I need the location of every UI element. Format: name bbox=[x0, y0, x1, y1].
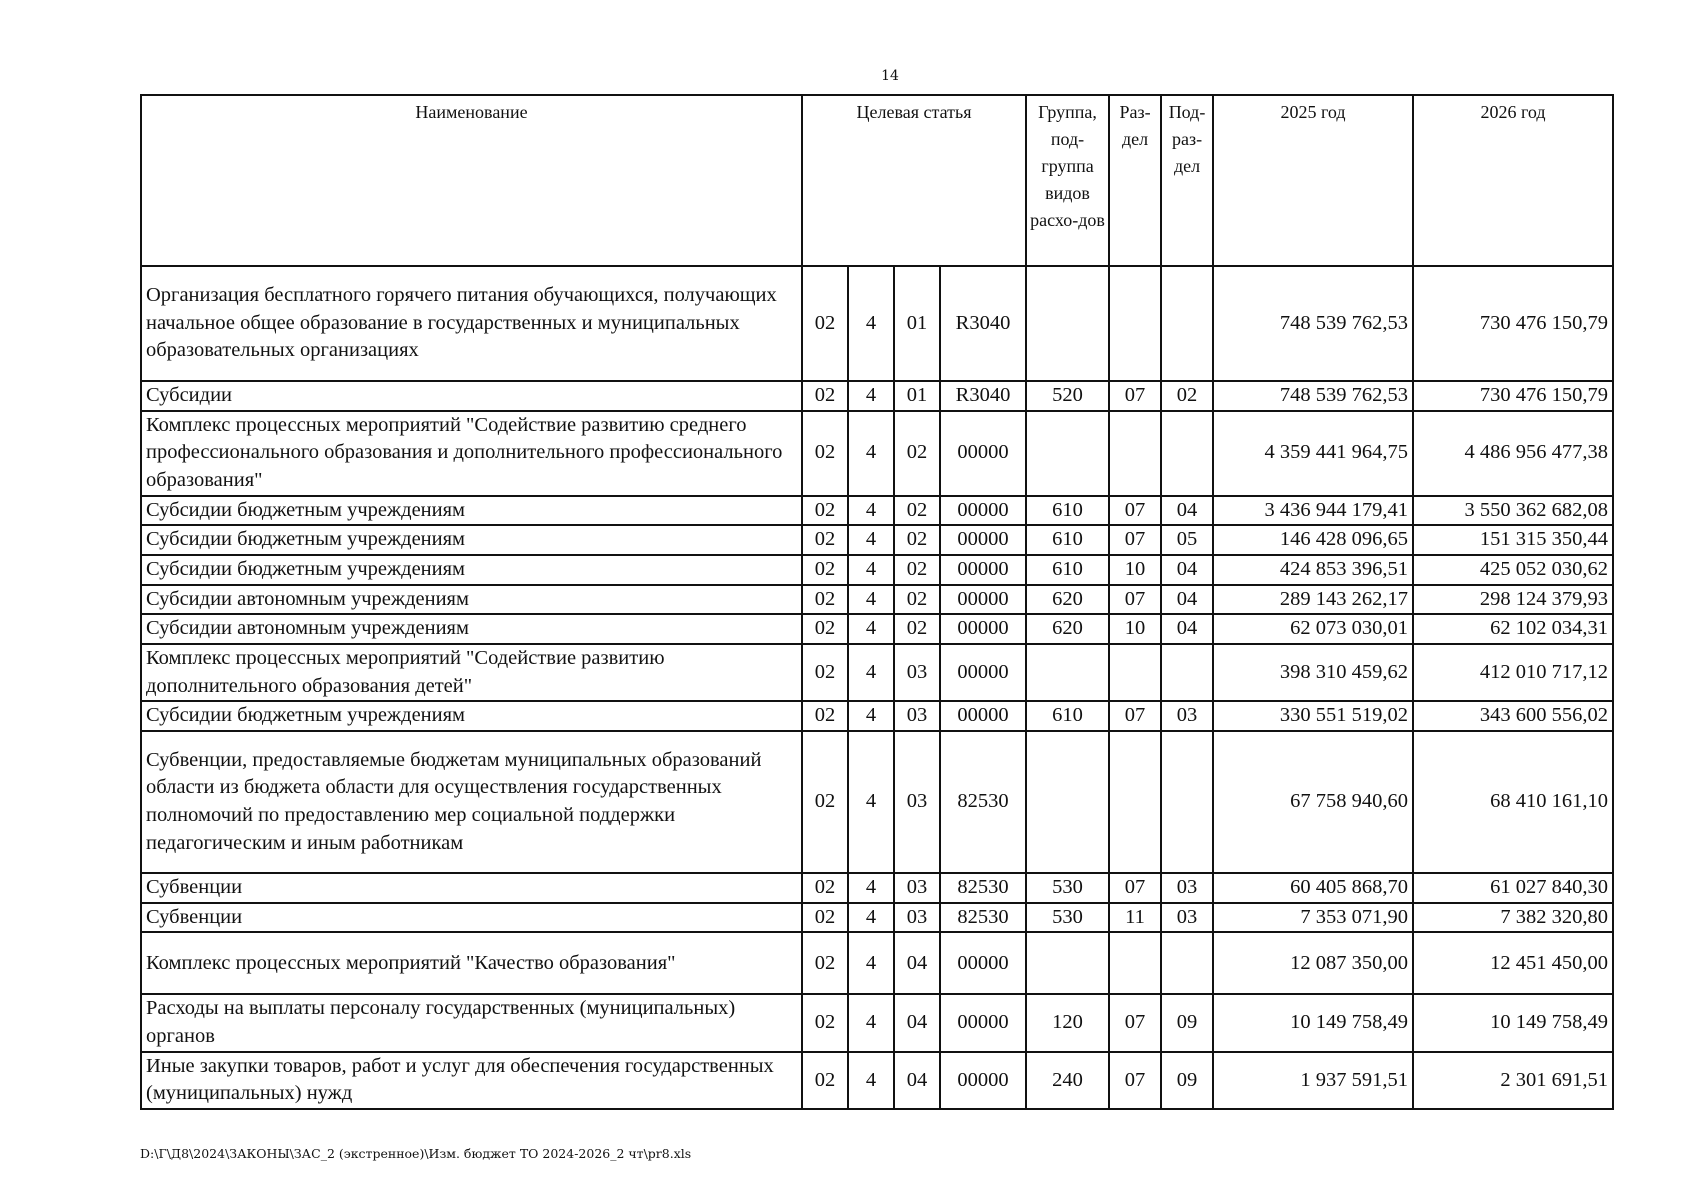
amount-2025: 1 937 591,51 bbox=[1213, 1052, 1413, 1109]
subsection-code bbox=[1161, 266, 1213, 381]
expense-group: 120 bbox=[1026, 994, 1109, 1051]
target-activity: 02 bbox=[894, 525, 940, 555]
file-path-footer: D:\Г\Д8\2024\ЗАКОНЫ\ЗАС_2 (экстренное)\Изм. бюджет ТО 2024-2026_2 чт\pr8.xls bbox=[140, 1146, 692, 1161]
row-name: Субсидии автономным учреждениям bbox=[141, 614, 802, 644]
subsection-code: 09 bbox=[1161, 994, 1213, 1051]
amount-2025: 60 405 868,70 bbox=[1213, 873, 1413, 903]
table-row bbox=[141, 525, 1613, 555]
section-code: 07 bbox=[1109, 1052, 1161, 1109]
target-program: 02 bbox=[802, 525, 848, 555]
section-code bbox=[1109, 266, 1161, 381]
header-name: Наименование bbox=[141, 95, 802, 266]
subsection-code bbox=[1161, 411, 1213, 496]
row-name: Субвенции bbox=[141, 873, 802, 903]
amount-2026: 425 052 030,62 bbox=[1413, 555, 1613, 585]
amount-2025: 10 149 758,49 bbox=[1213, 994, 1413, 1051]
subsection-code: 04 bbox=[1161, 496, 1213, 526]
target-code: 82530 bbox=[940, 731, 1026, 873]
row-name: Субсидии бюджетным учреждениям bbox=[141, 525, 802, 555]
target-program: 02 bbox=[802, 903, 848, 933]
target-subprogram: 4 bbox=[848, 903, 894, 933]
table-row bbox=[141, 1052, 1613, 1109]
target-program: 02 bbox=[802, 381, 848, 411]
expense-group bbox=[1026, 411, 1109, 496]
subsection-code: 04 bbox=[1161, 585, 1213, 615]
expense-group: 610 bbox=[1026, 525, 1109, 555]
target-program: 02 bbox=[802, 614, 848, 644]
subsection-code: 09 bbox=[1161, 1052, 1213, 1109]
section-code: 07 bbox=[1109, 525, 1161, 555]
section-code: 10 bbox=[1109, 555, 1161, 585]
target-activity: 04 bbox=[894, 1052, 940, 1109]
target-subprogram: 4 bbox=[848, 525, 894, 555]
target-subprogram: 4 bbox=[848, 555, 894, 585]
table-row bbox=[141, 266, 1613, 381]
table-row bbox=[141, 614, 1613, 644]
expense-group bbox=[1026, 731, 1109, 873]
expense-group: 530 bbox=[1026, 903, 1109, 933]
target-subprogram: 4 bbox=[848, 731, 894, 873]
target-subprogram: 4 bbox=[848, 873, 894, 903]
row-name: Субсидии бюджетным учреждениям bbox=[141, 496, 802, 526]
row-name: Организация бесплатного горячего питания обучающихся, получающих начальное общее образование в государственных и муниципальных образовательных организациях bbox=[141, 266, 802, 381]
target-activity: 03 bbox=[894, 873, 940, 903]
expense-group bbox=[1026, 932, 1109, 994]
amount-2026: 412 010 717,12 bbox=[1413, 644, 1613, 701]
target-code: 00000 bbox=[940, 701, 1026, 731]
header-group: Группа, под-группа видов расхо-дов bbox=[1026, 95, 1109, 266]
subsection-code: 05 bbox=[1161, 525, 1213, 555]
section-code bbox=[1109, 411, 1161, 496]
target-activity: 03 bbox=[894, 644, 940, 701]
row-name: Иные закупки товаров, работ и услуг для обеспечения государственных (муниципальных) нужд bbox=[141, 1052, 802, 1109]
target-program: 02 bbox=[802, 266, 848, 381]
expense-group: 620 bbox=[1026, 614, 1109, 644]
target-activity: 02 bbox=[894, 585, 940, 615]
table-row bbox=[141, 555, 1613, 585]
target-subprogram: 4 bbox=[848, 266, 894, 381]
target-activity: 03 bbox=[894, 731, 940, 873]
amount-2026: 343 600 556,02 bbox=[1413, 701, 1613, 731]
amount-2025: 748 539 762,53 bbox=[1213, 381, 1413, 411]
amount-2026: 3 550 362 682,08 bbox=[1413, 496, 1613, 526]
expense-group: 610 bbox=[1026, 701, 1109, 731]
header-target: Целевая статья bbox=[802, 95, 1026, 266]
subsection-code: 04 bbox=[1161, 555, 1213, 585]
amount-2026: 10 149 758,49 bbox=[1413, 994, 1613, 1051]
amount-2025: 330 551 519,02 bbox=[1213, 701, 1413, 731]
amount-2025: 398 310 459,62 bbox=[1213, 644, 1413, 701]
target-code: 00000 bbox=[940, 932, 1026, 994]
target-program: 02 bbox=[802, 932, 848, 994]
expense-group: 610 bbox=[1026, 496, 1109, 526]
table-header-row bbox=[141, 95, 1613, 266]
amount-2026: 730 476 150,79 bbox=[1413, 381, 1613, 411]
amount-2026: 12 451 450,00 bbox=[1413, 932, 1613, 994]
page-number: 14 bbox=[881, 68, 899, 84]
target-code: 00000 bbox=[940, 644, 1026, 701]
target-code: 82530 bbox=[940, 873, 1026, 903]
table-body bbox=[141, 266, 1613, 1109]
subsection-code: 03 bbox=[1161, 873, 1213, 903]
table-row bbox=[141, 701, 1613, 731]
row-name: Комплекс процессных мероприятий "Содействие развитию среднего профессионального образования и дополнительного профессионального образования" bbox=[141, 411, 802, 496]
expense-group: 240 bbox=[1026, 1052, 1109, 1109]
subsection-code: 02 bbox=[1161, 381, 1213, 411]
amount-2025: 289 143 262,17 bbox=[1213, 585, 1413, 615]
section-code: 07 bbox=[1109, 585, 1161, 615]
subsection-code bbox=[1161, 644, 1213, 701]
target-activity: 03 bbox=[894, 903, 940, 933]
amount-2026: 68 410 161,10 bbox=[1413, 731, 1613, 873]
table-row bbox=[141, 496, 1613, 526]
section-code: 10 bbox=[1109, 614, 1161, 644]
row-name: Субвенции, предоставляемые бюджетам муниципальных образований области из бюджета области для осуществления государственных полномочий по предоставлению мер социальной поддержки педагогическим и иным работникам bbox=[141, 731, 802, 873]
target-activity: 02 bbox=[894, 496, 940, 526]
amount-2025: 62 073 030,01 bbox=[1213, 614, 1413, 644]
target-subprogram: 4 bbox=[848, 585, 894, 615]
target-activity: 01 bbox=[894, 266, 940, 381]
target-program: 02 bbox=[802, 496, 848, 526]
section-code: 11 bbox=[1109, 903, 1161, 933]
target-program: 02 bbox=[802, 1052, 848, 1109]
target-activity: 01 bbox=[894, 381, 940, 411]
section-code bbox=[1109, 731, 1161, 873]
row-name: Комплекс процессных мероприятий "Содействие развитию дополнительного образования детей" bbox=[141, 644, 802, 701]
table-row bbox=[141, 932, 1613, 994]
subsection-code: 03 bbox=[1161, 701, 1213, 731]
expense-group: 620 bbox=[1026, 585, 1109, 615]
row-name: Расходы на выплаты персоналу государственных (муниципальных) органов bbox=[141, 994, 802, 1051]
amount-2025: 67 758 940,60 bbox=[1213, 731, 1413, 873]
subsection-code bbox=[1161, 731, 1213, 873]
section-code: 07 bbox=[1109, 873, 1161, 903]
subsection-code: 04 bbox=[1161, 614, 1213, 644]
header-2026: 2026 год bbox=[1413, 95, 1613, 266]
target-subprogram: 4 bbox=[848, 614, 894, 644]
budget-table bbox=[140, 94, 1614, 1110]
target-code: 82530 bbox=[940, 903, 1026, 933]
target-subprogram: 4 bbox=[848, 381, 894, 411]
target-subprogram: 4 bbox=[848, 994, 894, 1051]
table-row bbox=[141, 994, 1613, 1051]
amount-2026: 730 476 150,79 bbox=[1413, 266, 1613, 381]
target-subprogram: 4 bbox=[848, 644, 894, 701]
row-name: Субсидии автономным учреждениям bbox=[141, 585, 802, 615]
table-row bbox=[141, 644, 1613, 701]
amount-2026: 61 027 840,30 bbox=[1413, 873, 1613, 903]
target-program: 02 bbox=[802, 994, 848, 1051]
target-activity: 02 bbox=[894, 614, 940, 644]
expense-group: 610 bbox=[1026, 555, 1109, 585]
table-row bbox=[141, 411, 1613, 496]
amount-2025: 4 359 441 964,75 bbox=[1213, 411, 1413, 496]
target-program: 02 bbox=[802, 644, 848, 701]
expense-group bbox=[1026, 644, 1109, 701]
target-code: 00000 bbox=[940, 555, 1026, 585]
table-row bbox=[141, 585, 1613, 615]
amount-2026: 7 382 320,80 bbox=[1413, 903, 1613, 933]
section-code bbox=[1109, 932, 1161, 994]
amount-2026: 298 124 379,93 bbox=[1413, 585, 1613, 615]
amount-2026: 62 102 034,31 bbox=[1413, 614, 1613, 644]
header-section: Раз-дел bbox=[1109, 95, 1161, 266]
expense-group: 530 bbox=[1026, 873, 1109, 903]
amount-2025: 12 087 350,00 bbox=[1213, 932, 1413, 994]
table-row bbox=[141, 731, 1613, 873]
row-name: Субсидии bbox=[141, 381, 802, 411]
table-row bbox=[141, 903, 1613, 933]
amount-2025: 7 353 071,90 bbox=[1213, 903, 1413, 933]
amount-2026: 151 315 350,44 bbox=[1413, 525, 1613, 555]
target-activity: 02 bbox=[894, 555, 940, 585]
row-name: Субвенции bbox=[141, 903, 802, 933]
subsection-code: 03 bbox=[1161, 903, 1213, 933]
target-code: 00000 bbox=[940, 525, 1026, 555]
target-subprogram: 4 bbox=[848, 932, 894, 994]
target-code: R3040 bbox=[940, 381, 1026, 411]
amount-2025: 3 436 944 179,41 bbox=[1213, 496, 1413, 526]
row-name: Субсидии бюджетным учреждениям bbox=[141, 555, 802, 585]
amount-2025: 424 853 396,51 bbox=[1213, 555, 1413, 585]
header-subsection: Под-раз-дел bbox=[1161, 95, 1213, 266]
amount-2026: 4 486 956 477,38 bbox=[1413, 411, 1613, 496]
subsection-code bbox=[1161, 932, 1213, 994]
section-code: 07 bbox=[1109, 496, 1161, 526]
target-activity: 02 bbox=[894, 411, 940, 496]
amount-2026: 2 301 691,51 bbox=[1413, 1052, 1613, 1109]
target-subprogram: 4 bbox=[848, 1052, 894, 1109]
target-code: 00000 bbox=[940, 1052, 1026, 1109]
target-subprogram: 4 bbox=[848, 496, 894, 526]
target-subprogram: 4 bbox=[848, 701, 894, 731]
amount-2025: 748 539 762,53 bbox=[1213, 266, 1413, 381]
target-program: 02 bbox=[802, 411, 848, 496]
section-code: 07 bbox=[1109, 381, 1161, 411]
target-program: 02 bbox=[802, 701, 848, 731]
table-row bbox=[141, 873, 1613, 903]
target-program: 02 bbox=[802, 555, 848, 585]
amount-2025: 146 428 096,65 bbox=[1213, 525, 1413, 555]
target-program: 02 bbox=[802, 585, 848, 615]
section-code: 07 bbox=[1109, 701, 1161, 731]
section-code bbox=[1109, 644, 1161, 701]
row-name: Комплекс процессных мероприятий "Качество образования" bbox=[141, 932, 802, 994]
target-activity: 04 bbox=[894, 994, 940, 1051]
target-code: R3040 bbox=[940, 266, 1026, 381]
target-activity: 04 bbox=[894, 932, 940, 994]
header-2025: 2025 год bbox=[1213, 95, 1413, 266]
row-name: Субсидии бюджетным учреждениям bbox=[141, 701, 802, 731]
target-program: 02 bbox=[802, 731, 848, 873]
target-activity: 03 bbox=[894, 701, 940, 731]
target-code: 00000 bbox=[940, 994, 1026, 1051]
target-code: 00000 bbox=[940, 614, 1026, 644]
target-code: 00000 bbox=[940, 496, 1026, 526]
expense-group bbox=[1026, 266, 1109, 381]
target-code: 00000 bbox=[940, 585, 1026, 615]
section-code: 07 bbox=[1109, 994, 1161, 1051]
target-program: 02 bbox=[802, 873, 848, 903]
table-row bbox=[141, 381, 1613, 411]
expense-group: 520 bbox=[1026, 381, 1109, 411]
target-subprogram: 4 bbox=[848, 411, 894, 496]
target-code: 00000 bbox=[940, 411, 1026, 496]
